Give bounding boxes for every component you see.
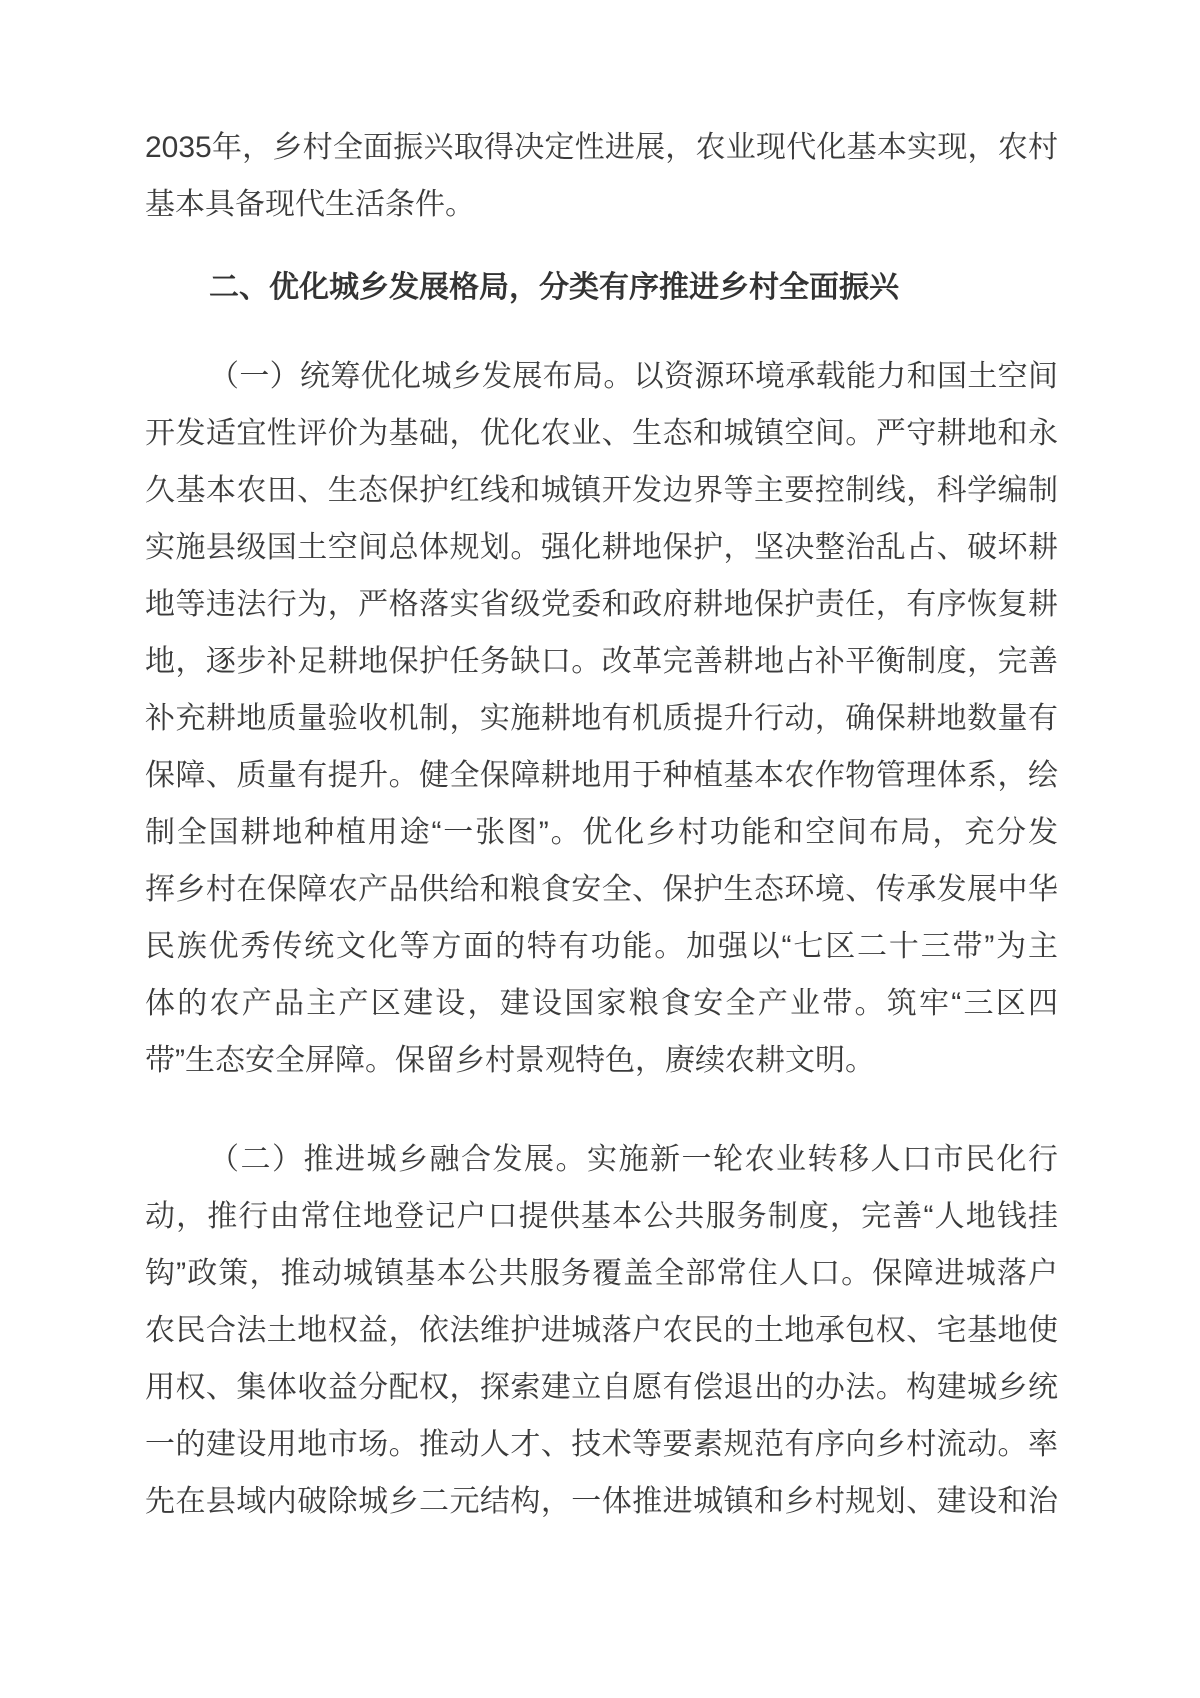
text-line: 地等违法行为，严格落实省级党委和政府耕地保护责任，有序恢复耕 <box>145 588 1058 621</box>
paragraph-urban-rural-integration <box>145 1131 1058 1530</box>
text-line: 地，逐步补足耕地保护任务缺口。改革完善耕地占补平衡制度，完善 <box>145 645 1058 678</box>
text-line: 制全国耕地种植用途“一张图”。优化乡村功能和空间布局，充分发 <box>145 816 1058 849</box>
text-line: 补充耕地质量验收机制，实施耕地有机质提升行动，确保耕地数量有 <box>145 702 1058 735</box>
text-line: 先在县域内破除城乡二元结构，一体推进城镇和乡村规划、建设和治 <box>145 1485 1058 1518</box>
text-line: 挥乡村在保障农产品供给和粮食安全、保护生态环境、传承发展中华 <box>145 873 1058 906</box>
text-line: 农民合法土地权益，依法维护进城落户农民的土地承包权、宅基地使 <box>145 1314 1058 1347</box>
paragraph-urban-rural-layout <box>145 348 1058 1089</box>
section-heading: 二、优化城乡发展格局，分类有序推进乡村全面振兴 <box>209 271 899 304</box>
text-line: 民族优秀传统文化等方面的特有功能。加强以“七区二十三带”为主 <box>145 930 1058 963</box>
text-line: 钩”政策，推动城镇基本公共服务覆盖全部常住人口。保障进城落户 <box>145 1257 1058 1290</box>
text-line: 一的建设用地市场。推动人才、技术等要素规范有序向乡村流动。率 <box>145 1428 1058 1461</box>
continuation-paragraph <box>145 119 1058 233</box>
text-line: 动，推行由常住地登记户口提供基本公共服务制度，完善“人地钱挂 <box>145 1200 1058 1233</box>
text-line: 保障、质量有提升。健全保障耕地用于种植基本农作物管理体系，绘 <box>145 759 1058 792</box>
text-line: （二）推进城乡融合发展。实施新一轮农业转移人口市民化行 <box>209 1143 1058 1176</box>
text-line: （一）统筹优化城乡发展布局。以资源环境承载能力和国土空间 <box>209 360 1058 393</box>
text-line: 带”生态安全屏障。保留乡村景观特色，赓续农耕文明。 <box>145 1044 875 1077</box>
text-line: 久基本农田、生态保护红线和城镇开发边界等主要控制线，科学编制 <box>145 474 1058 507</box>
text-line: 实施县级国土空间总体规划。强化耕地保护，坚决整治乱占、破坏耕 <box>145 531 1058 564</box>
text-line: 体的农产品主产区建设，建设国家粮食安全产业带。筑牢“三区四 <box>145 987 1058 1020</box>
document-content <box>145 119 1058 1530</box>
text-line: 开发适宜性评价为基础，优化农业、生态和城镇空间。严守耕地和永 <box>145 417 1058 450</box>
text-line: 2035年，乡村全面振兴取得决定性进展，农业现代化基本实现，农村 <box>145 131 1058 164</box>
text-line: 用权、集体收益分配权，探索建立自愿有偿退出的办法。构建城乡统 <box>145 1371 1058 1404</box>
text-line: 基本具备现代生活条件。 <box>145 188 475 221</box>
